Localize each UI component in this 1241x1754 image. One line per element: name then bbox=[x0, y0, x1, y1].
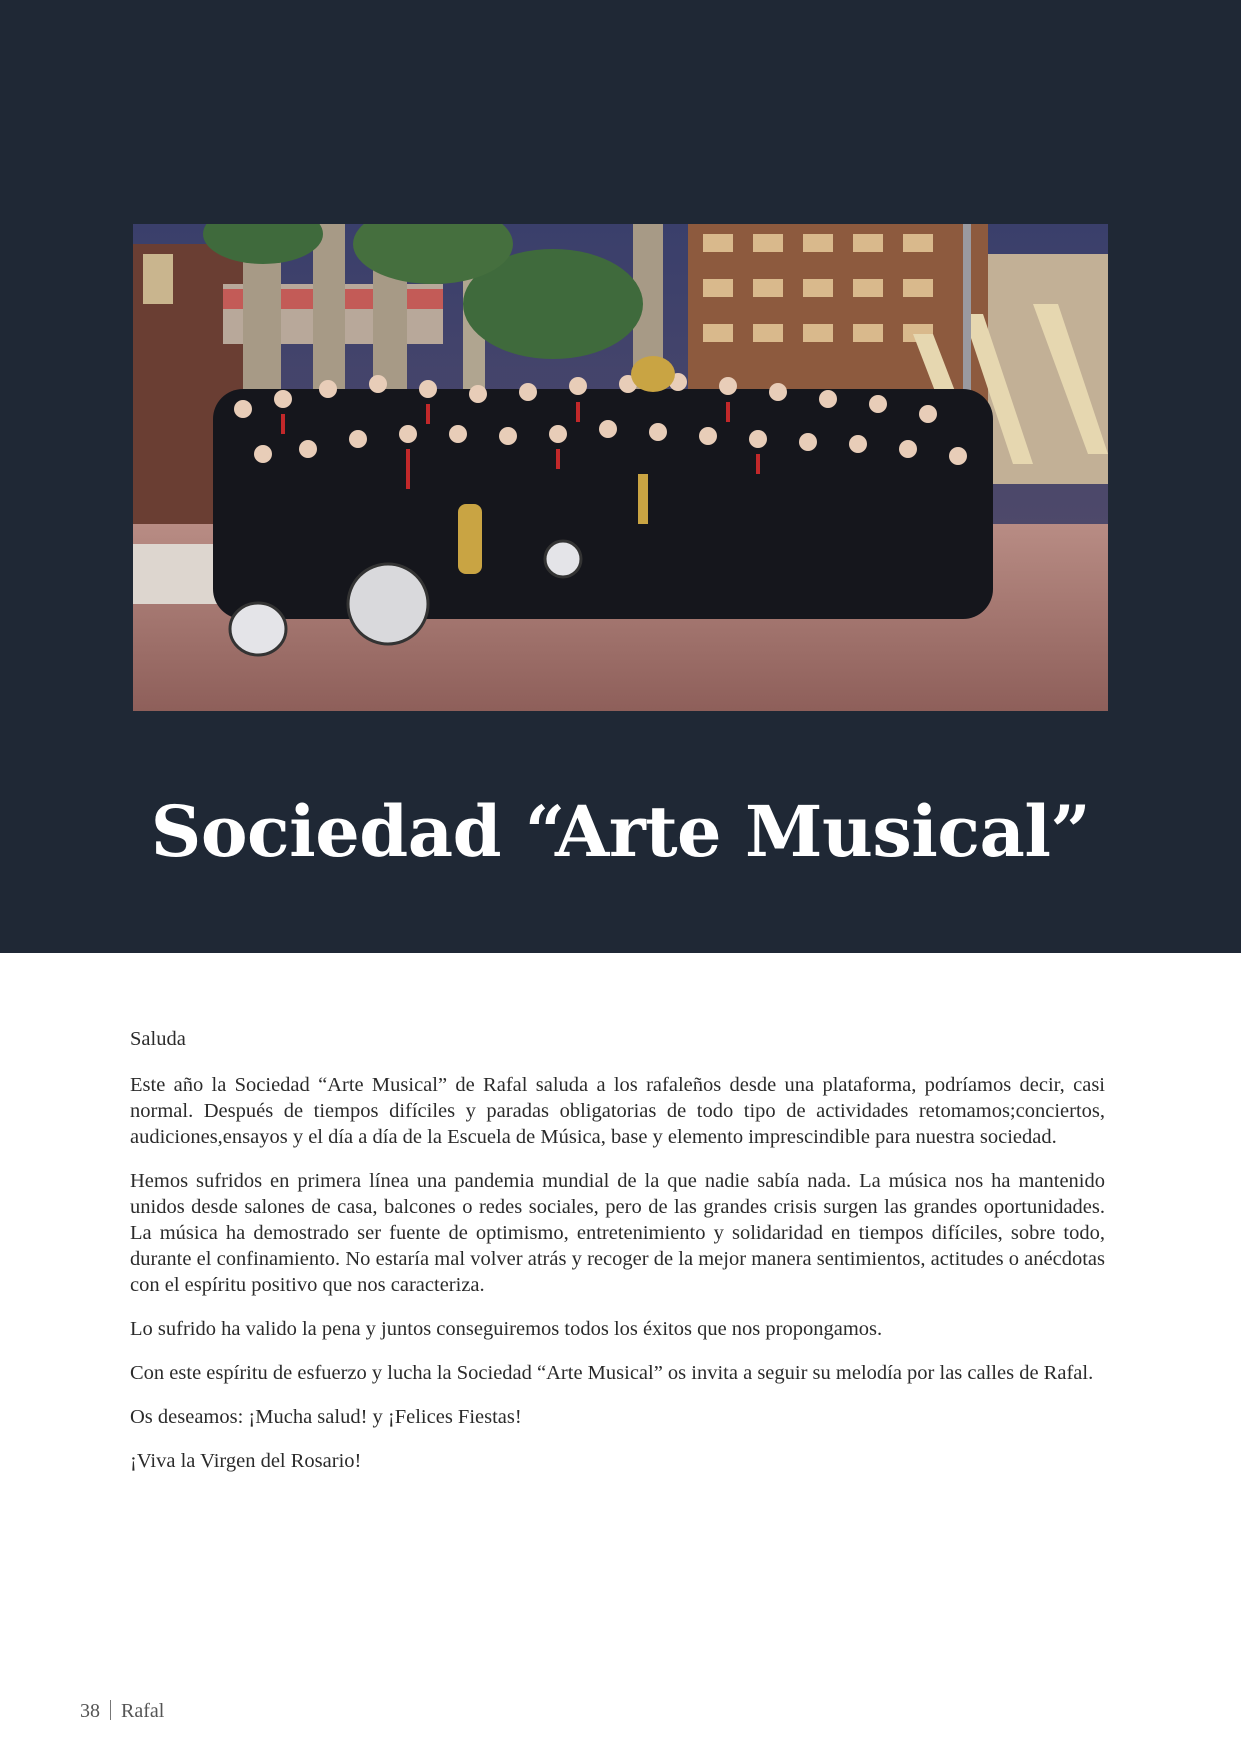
paragraph-3: Lo sufrido ha valido la pena y juntos conseguiremos todos los éxitos que nos propongamos. bbox=[130, 1318, 883, 1340]
paragraph-6: ¡Viva la Virgen del Rosario! bbox=[130, 1450, 362, 1472]
paragraph-5: Os deseamos: ¡Mucha salud! y ¡Felices Fiestas! bbox=[130, 1406, 522, 1428]
article-body bbox=[130, 1026, 1105, 1492]
publication-name: Rafal bbox=[121, 1700, 165, 1722]
paragraph-4: Con este espíritu de esfuerzo y lucha la Sociedad “Arte Musical” os invita a seguir su melodía por las calles de Rafal. bbox=[130, 1362, 1094, 1384]
band-photo-illustration bbox=[133, 224, 1108, 711]
greeting: Saluda bbox=[130, 1028, 186, 1050]
paragraph-2: Hemos sufridos en primera línea una pandemia mundial de la que nadie sabía nada. La música nos ha mantenido unidos desde salones de casa, balcones o redes sociales, pero de las grandes crisis surgen las grandes oportunidades. La música ha demostrado ser fuente de optimismo, entretenimiento y solidaridad en tiempos difíciles, sobre todo, durante el confinamiento. No estaría mal volver atrás y recoger de la mejor manera sentimientos, actitudes o anécdotas con el espíritu positivo que nos caracteriza. bbox=[130, 1170, 1105, 1296]
footer-divider bbox=[110, 1700, 111, 1720]
band-group-photo bbox=[133, 224, 1108, 711]
page-footer bbox=[80, 1700, 164, 1723]
page-number: 38 bbox=[80, 1700, 100, 1722]
paragraph-1: Este año la Sociedad “Arte Musical” de Rafal saluda a los rafaleños desde una plataforma, podríamos decir, casi normal. Después de tiempos difíciles y paradas obligatorias de todo tipo de actividades retomamos;conciertos, audiciones,ensayos y el día a día de la Escuela de Música, base y elemento imprescindible para nuestra sociedad. bbox=[130, 1074, 1105, 1148]
page-title: Sociedad “Arte Musical” bbox=[150, 790, 1091, 873]
